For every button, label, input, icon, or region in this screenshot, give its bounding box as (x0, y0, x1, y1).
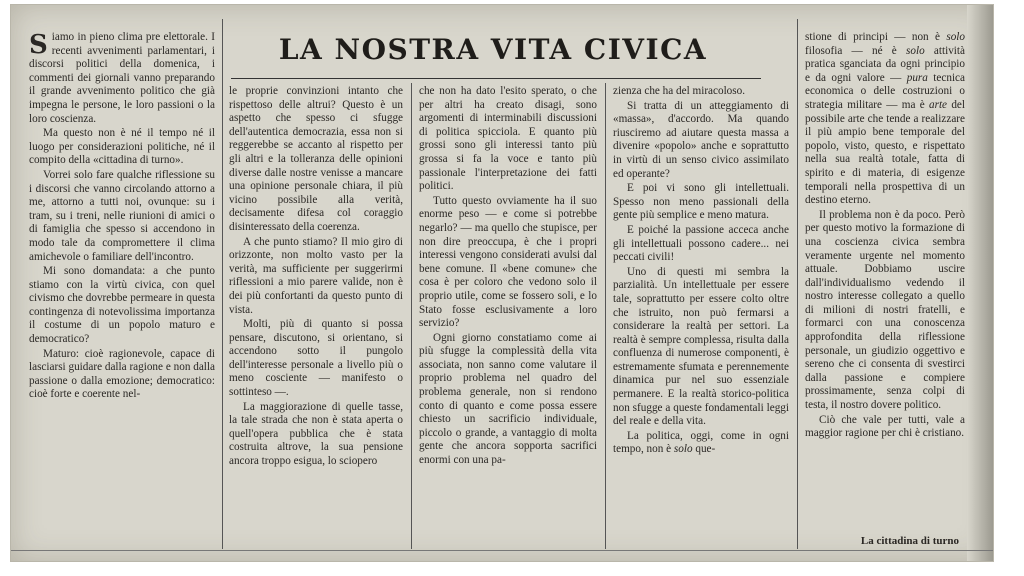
paragraph: che non ha dato l'esito sperato, o che per altri ha creato disagi, sono argomenti di interminabili discussioni di politica spicciola. E quanto più grossi sono gli interessi tanto più grossa si fa la voce e tanto più passionale l'interpretazione dei fatti politici. (419, 85, 597, 193)
paragraph: Tutto questo ovviamente ha il suo enorme peso — e come si potrebbe negarlo? — ma quello che stupisce, per non dire preoccupa, è che i propri interessi vengono considerati avulsi dal bene comune. Il «bene comune» che cosa è per coloro che vedono solo il proprio utile, come se fossero soli, e lo Stato fosse esclusivamente a loro servizio? (419, 194, 597, 330)
paragraph: stione di principi — non è solo filosofia — né è solo attività pratica sganciata da ogni principio e da ogni valore — pura tecnica economica o delle costruzioni o strategia militare — ma è arte del possibile arte che tende a realizzare il più ampio bene temporale del popolo, visto, questo, e rispettato nella sua realtà totale, fatta di spirito e di materia, di esigenze temporali nella prospettiva di un destino eterno. (805, 31, 965, 207)
column-divider (797, 19, 798, 549)
page-edge-shadow (967, 5, 993, 561)
paragraph: Mi sono domandata: a che punto stiamo con la virtù civica, con quel civismo che dovrebbe permeare in questa contingenza di notevolissima importanza il costume di un popolo maturo e democratico? (29, 265, 215, 346)
column-divider (222, 19, 223, 549)
paragraph: Vorrei solo fare qualche riflessione su i discorsi che vanno circolando attorno a me, attorno a tutti noi, ovunque: su i tram, su i treni, nelle riunioni di amici o di famiglia che spesso si accendono in modo tale da compromettere il clima amichevole o familiare dell'incontro. (29, 168, 215, 263)
paragraph: zienza che ha del miracoloso. (613, 85, 746, 97)
paragraph: le proprie convinzioni intanto che rispettoso delle altrui? Questo è un aspetto che spesso ci sfugge dell'autentica democrazia, essa non si reggerebbe se accanto al rispetto per gli altri e la tolleranza delle opinioni diverse dalle nostre venisse a mancare una opinione personale chiara, il più vicino possibile alla verità, decisamente difesa col coraggio disinteressato della coerenza. (229, 85, 403, 233)
article-title: LA NOSTRA VITA CIVICA (278, 33, 708, 66)
article-column-3 (419, 85, 597, 468)
paragraph: Si tratta di un atteggiamento di «massa», d'accordo. Ma quando riusciremo ad aiutare questa massa a divenire «popolo» anche e soprattutto in virtù di un senso civico assimilato ed operante? (613, 99, 789, 180)
paragraph: Ogni giorno constatiamo come ai più sfugge la complessità della vita associata, non sanno come valutare il proprio problema nel quadro del problema generale, non si rendono conto di quanto e come possa essere chiesto un sacrificio individuale, piccolo o grande, a vantaggio di molta gente che ancora sopporta sacrifici enormi con una pa- (419, 331, 597, 467)
paragraph: E poi vi sono gli intellettuali. Spesso non meno passionali della gente più semplice e meno matura. (613, 182, 789, 222)
paragraph: La politica, oggi, come in ogni tempo, non è solo que- (613, 429, 789, 456)
article-column-1 (29, 31, 215, 402)
paragraph: E poiché la passione acceca anche gli intellettuali possono cadere... nei peccati civili! (613, 223, 789, 264)
article-column-2 (229, 85, 403, 469)
article-column-4 (613, 85, 789, 457)
author-signature: La cittadina di turno (860, 535, 959, 547)
paragraph: Siamo in pieno clima pre elettorale. I recenti avvenimenti parlamentari, i discorsi politici della domenica, i commenti dei giornali vanno preparando il grande avvenimento politico che già impegna le persone, le loro passioni o la loro coscienza. (29, 30, 215, 125)
paragraph: La maggiorazione di quelle tasse, la tale strada che non è stata aperta o quell'opera pubblica che è stata costruita altrove, la sua pensione ancora troppo esigua, lo sciopero (229, 400, 403, 468)
paragraph: Uno di questi mi sembra la parzialità. Un intellettuale per essere tale, soprattutto per essere colto oltre che istruito, non può fermarsi a considerare la realtà per settori. La realtà è sempre complessa, risulta dalla confluenza di numerose componenti, è estremamente sfumata e perennemente dinamica pur nel suo essenziale permanere. E la realtà storico-politica non sfugge a queste fondamentali leggi del reale e della vita. (613, 265, 789, 428)
bottom-rule (11, 550, 993, 551)
paragraph: Molti, più di quanto si possa pensare, discutono, si orientano, si accendono sotto il pungolo dell'interesse personale a livello più o meno cosciente — manifesto o sottinteso —. (229, 318, 403, 399)
article-column-5 (805, 31, 965, 441)
paragraph: Il problema non è da poco. Però per questo motivo la formazione di una coscienza civica sembra veramente urgente nel momento attuale. Dobbiamo uscire dall'individualismo vedendo il nostro interesse collegato a quello di milioni di nostri fratelli, e formarci con una conoscenza approfondita della riflessione personale, un giudizio oggettivo e sereno che ci consenta di svestirci dalla passione e compiere prossimamente, senza colpi di testa, il nostro dovere politico. (805, 208, 965, 412)
paragraph: A che punto stiamo? Il mio giro di orizzonte, non molto vasto per la verità, ma sufficiente per suggerirmi riflessioni a mio parere valide, non è dei più confortanti da questo punto di vista. (229, 235, 403, 316)
column-divider (605, 83, 606, 549)
drop-cap: S (29, 30, 48, 60)
newspaper-clipping (10, 4, 994, 562)
column-divider (411, 83, 412, 549)
paragraph: Ma questo non è né il tempo né il luogo per considerazioni politiche, né il compito della «cittadina di turno». (29, 127, 215, 167)
paragraph: Ciò che vale per tutti, vale a maggior ragione per chi è cristiano. (805, 413, 965, 440)
paragraph: Maturo: cioè ragionevole, capace di lasciarsi guidare dalla ragione e non dalla passione o dalla emozione; democratico: cioè forte e coerente nel- (29, 347, 215, 401)
title-divider (231, 78, 761, 79)
